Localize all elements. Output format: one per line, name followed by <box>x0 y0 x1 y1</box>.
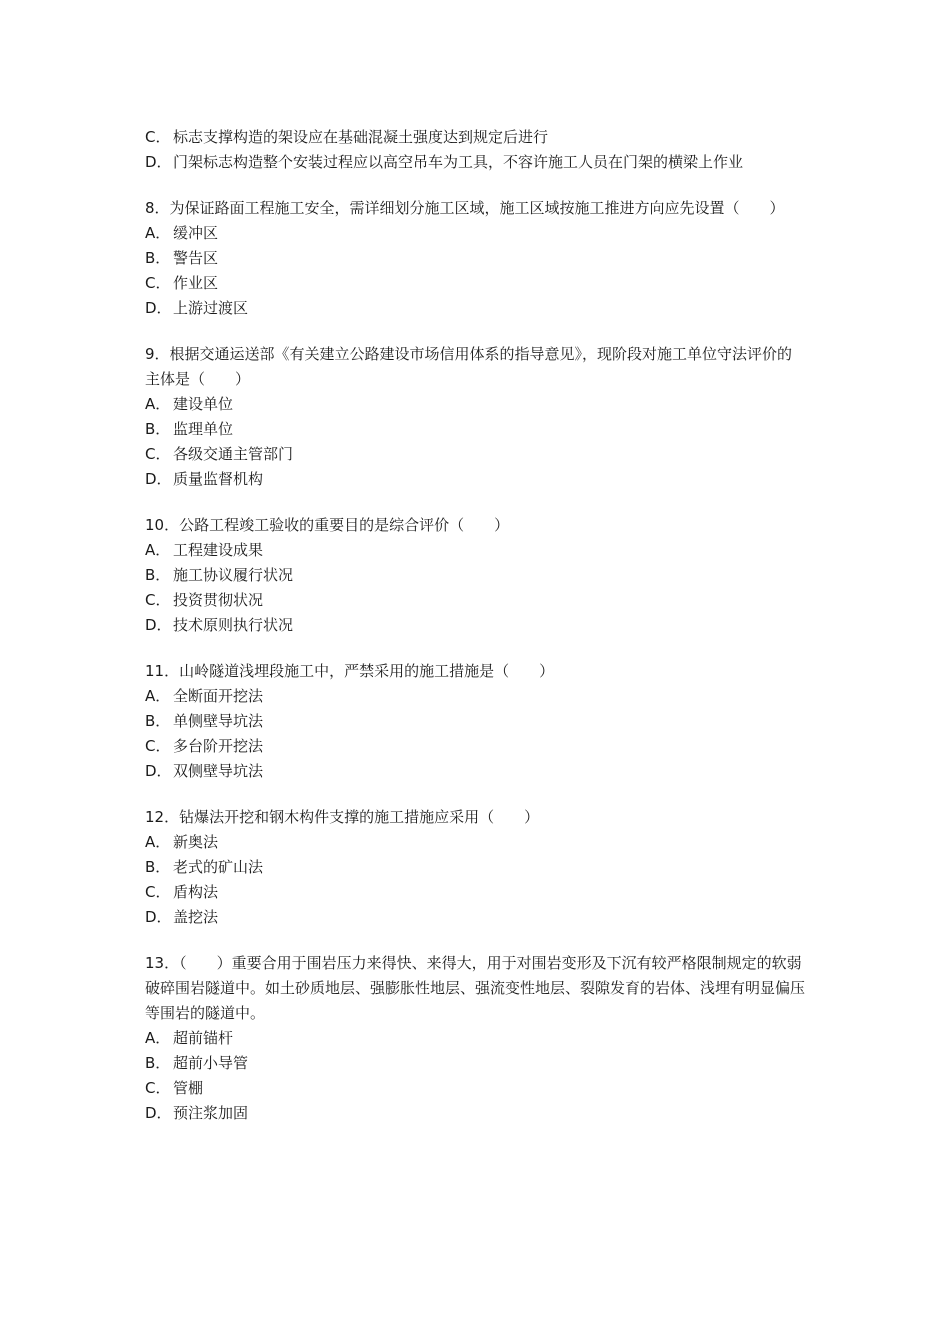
option-text: 新奥法 <box>173 833 219 851</box>
option-text: 全断面开挖法 <box>173 687 264 705</box>
option-d <box>145 467 805 492</box>
option-letter: C． <box>145 883 171 901</box>
option-c <box>145 1076 805 1101</box>
option-a <box>145 392 805 417</box>
question-text: 公路工程竣工验收的重要目的是综合评价（ ） <box>179 516 510 534</box>
option-text: 投资贯彻状况 <box>173 591 264 609</box>
option-d <box>145 905 805 930</box>
option-text: 单侧壁导坑法 <box>173 712 264 730</box>
option-c <box>145 588 805 613</box>
option-b <box>145 855 805 880</box>
option-letter: A． <box>145 833 171 851</box>
option-text: 工程建设成果 <box>173 541 264 559</box>
question-12 <box>145 805 805 930</box>
question-number: 8． <box>145 199 170 217</box>
option-text: 建设单位 <box>173 395 234 413</box>
question-8 <box>145 196 805 321</box>
option-letter: C． <box>145 274 171 292</box>
question-10 <box>145 513 805 638</box>
option-a <box>145 1026 805 1051</box>
question-stem <box>145 342 805 392</box>
question-number: 12． <box>145 808 180 826</box>
option-text: 监理单位 <box>173 420 234 438</box>
question-11 <box>145 659 805 784</box>
question-stem <box>145 659 805 684</box>
option-text: 管棚 <box>173 1079 204 1097</box>
option-letter: B． <box>145 566 171 584</box>
question-number: 13． <box>145 954 180 972</box>
question-stem <box>145 196 805 221</box>
question-number: 10． <box>145 516 180 534</box>
option-letter: C． <box>145 737 171 755</box>
option-text: 盾构法 <box>173 883 219 901</box>
option-d <box>145 1101 805 1126</box>
option-b <box>145 246 805 271</box>
option-text: 预注浆加固 <box>173 1104 249 1122</box>
option-letter: A． <box>145 541 171 559</box>
option-text: 双侧壁导坑法 <box>173 762 264 780</box>
option-letter: B． <box>145 858 171 876</box>
option-b <box>145 1051 805 1076</box>
option-text: 各级交通主管部门 <box>173 445 294 463</box>
option-letter: D． <box>145 908 172 926</box>
option-letter: C． <box>145 1079 171 1097</box>
option-text: 质量监督机构 <box>173 470 264 488</box>
option-letter: B． <box>145 712 171 730</box>
option-a <box>145 538 805 563</box>
option-a <box>145 684 805 709</box>
option-a <box>145 830 805 855</box>
option-d <box>145 613 805 638</box>
option-text: 缓冲区 <box>173 224 219 242</box>
option-text: 老式的矿山法 <box>173 858 264 876</box>
option-c <box>145 442 805 467</box>
option-text: 警告区 <box>173 249 219 267</box>
option-a <box>145 221 805 246</box>
option-letter: C． <box>145 445 171 463</box>
question-stem <box>145 951 805 1026</box>
option-text: 作业区 <box>173 274 219 292</box>
option-letter: A． <box>145 395 171 413</box>
question-13 <box>145 951 805 1126</box>
option-text: 上游过渡区 <box>173 299 249 317</box>
option-letter: B． <box>145 249 171 267</box>
option-letter: C． <box>145 128 171 146</box>
option-text: 超前小导管 <box>173 1054 249 1072</box>
question-9 <box>145 342 805 492</box>
option-letter: D． <box>145 1104 172 1122</box>
question-text: 根据交通运送部《有关建立公路建设市场信用体系的指导意见》，现阶段对施工单位守法评价的主体是（ ） <box>145 345 793 388</box>
option-c <box>145 125 805 150</box>
option-letter: D． <box>145 153 172 171</box>
question-text: 钻爆法开挖和钢木构件支撑的施工措施应采用（ ） <box>179 808 540 826</box>
option-letter: D． <box>145 762 172 780</box>
option-letter: A． <box>145 1029 171 1047</box>
document-page <box>145 125 805 1126</box>
option-letter: B． <box>145 420 171 438</box>
option-d <box>145 296 805 321</box>
question-7-fragment <box>145 125 805 175</box>
question-text: 山岭隧道浅埋段施工中，严禁采用的施工措施是（ ） <box>179 662 555 680</box>
option-b <box>145 563 805 588</box>
option-letter: D． <box>145 616 172 634</box>
option-c <box>145 734 805 759</box>
question-text: （ ）重要合用于围岩压力来得快、来得大，用于对围岩变形及下沉有较严格限制规定的软弱破碎围岩隧道中。如土砂质地层、强膨胀性地层、强流变性地层、裂隙发育的岩体、浅埋有明显偏压等围岩的隧道中。 <box>145 954 806 1022</box>
option-text: 标志支撑构造的架设应在基础混凝土强度达到规定后进行 <box>173 128 549 146</box>
question-number: 11． <box>145 662 180 680</box>
option-letter: A． <box>145 224 171 242</box>
option-letter: C． <box>145 591 171 609</box>
option-letter: A． <box>145 687 171 705</box>
option-c <box>145 880 805 905</box>
option-text: 施工协议履行状况 <box>173 566 294 584</box>
question-stem <box>145 513 805 538</box>
option-b <box>145 417 805 442</box>
option-d <box>145 759 805 784</box>
option-b <box>145 709 805 734</box>
option-letter: B． <box>145 1054 171 1072</box>
option-text: 门架标志构造整个安装过程应以高空吊车为工具，不容许施工人员在门架的横梁上作业 <box>173 153 744 171</box>
option-c <box>145 271 805 296</box>
option-text: 盖挖法 <box>173 908 219 926</box>
option-text: 多台阶开挖法 <box>173 737 264 755</box>
question-number: 9． <box>145 345 170 363</box>
question-text: 为保证路面工程施工安全，需详细划分施工区域，施工区域按施工推进方向应先设置（ ） <box>169 199 785 217</box>
question-stem <box>145 805 805 830</box>
option-text: 技术原则执行状况 <box>173 616 294 634</box>
option-text: 超前锚杆 <box>173 1029 234 1047</box>
option-d <box>145 150 805 175</box>
option-letter: D． <box>145 470 172 488</box>
option-letter: D． <box>145 299 172 317</box>
